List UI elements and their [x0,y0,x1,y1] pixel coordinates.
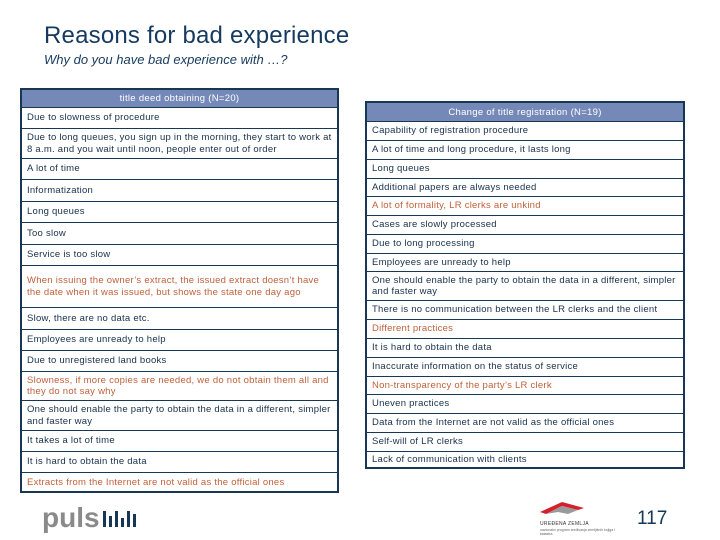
table-row: When issuing the owner’s extract, the issued extract doesn’t have the date when it was issued, but shows the state one day ago [22,266,337,308]
table-row: Due to unregistered land books [22,351,337,372]
puls-logo [42,500,139,532]
table-row: Non-transparency of the party’s LR clerk [367,377,683,395]
table-row: Lack of communication with clients [372,454,527,466]
table-row: One should enable the party to obtain the data in a different, simpler and faster way [22,401,337,431]
table-header: title deed obtaining (N=20) [22,90,337,108]
logo-bar [127,511,130,527]
page-subtitle: Why do you have bad experience with …? [44,52,288,67]
table-row: A lot of time and long procedure, it lasts long [367,141,683,160]
table-row: Cases are slowly processed [367,216,683,235]
table-row: A lot of formality, LR clerks are unkind [367,197,683,216]
page-number: 117 [637,508,668,529]
table-row: Slowness, if more copies are needed, we do not obtain them all and they do not say why [22,372,337,401]
table-row: It is hard to obtain the data [367,339,683,358]
title-registration-table [365,101,685,469]
table-row: Due to long processing [367,235,683,254]
title-deed-table [20,88,339,493]
table-row: Uneven practices [367,395,683,414]
table-row: Long queues [367,160,683,179]
table-row: Different practices [367,320,683,339]
table-row: Informatization [22,180,337,202]
table-row: Slow, there are no data etc. [22,308,337,330]
table-row: Employees are unready to help [367,254,683,272]
table-row: Self-will of LR clerks [367,433,683,452]
logo-bar [109,516,112,527]
table-row: Capability of registration procedure [367,122,683,141]
logo-bar [133,514,136,527]
partner-logo [534,500,624,536]
table-row: Too slow [22,223,337,245]
table-row: Due to long queues, you sign up in the morning, they start to work at 8 a.m. and you wait until noon, people enter out of order [22,129,337,159]
table-row: Due to slowness of procedure [22,108,337,129]
table-row: Employees are unready to help [22,330,337,351]
puls-logo-word: puls [42,502,100,533]
logo-bar [115,511,118,527]
logo-bar [103,511,106,527]
page-title: Reasons for bad experience [44,22,350,49]
partner-name: UREĐENA ZEMLJA [540,521,589,527]
table-row: Additional papers are always needed [367,179,683,197]
table-row: Long queues [22,202,337,223]
table-body [367,122,683,468]
table-row: One should enable the party to obtain the data in a different, simpler and faster way [367,272,683,301]
table-row: A lot of time [22,159,337,180]
table-body [22,108,337,492]
table-row: It takes a lot of time [22,431,337,452]
table-row: There is no communication between the LR clerks and the client [367,301,683,320]
table-row: Service is too slow [22,245,337,266]
table-row: Data from the Internet are not valid as the official ones [367,414,683,433]
partner-subtitle: nacionalni program sređivanja zemljišnih knjiga i katastra [540,528,615,536]
table-header: Change of title registration (N=19) [367,103,683,122]
table-row: Extracts from the Internet are not valid as the official ones [27,476,285,488]
table-row: Inaccurate information on the status of service [367,358,683,377]
table-row: It is hard to obtain the data [22,452,337,473]
puls-bars-icon [103,511,139,527]
roof-logo-icon [538,500,598,520]
logo-bar [121,518,124,527]
